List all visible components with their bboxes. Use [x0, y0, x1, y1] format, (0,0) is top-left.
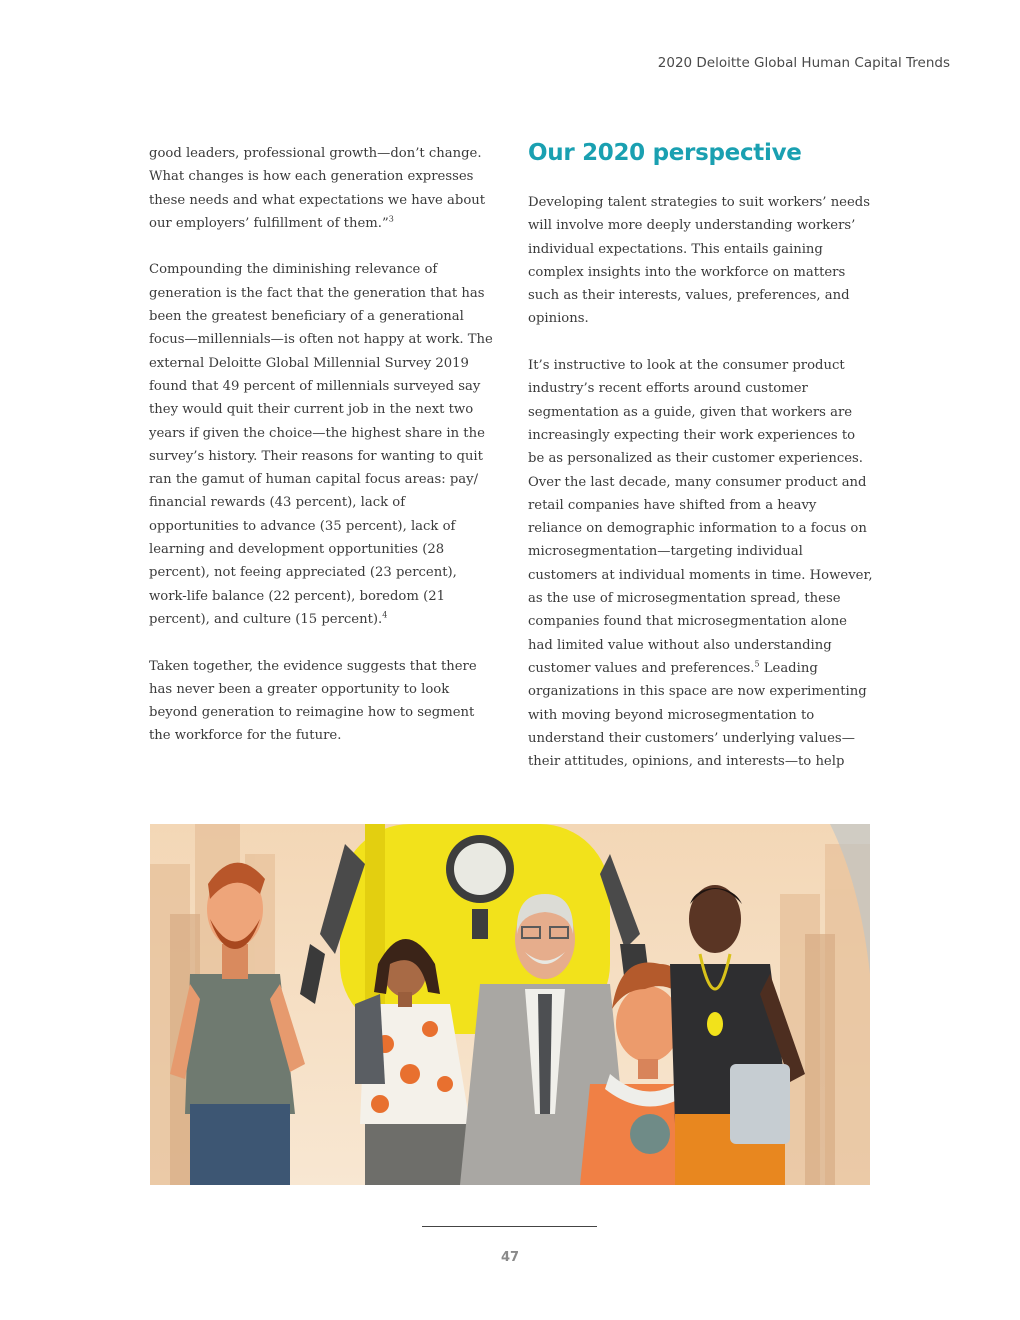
paragraph: [149, 142, 494, 235]
section-heading: Our 2020 perspective: [528, 140, 802, 166]
paragraph-text: Leading organizations in this space are now experimenting with moving beyond microsegmentation to understand their customers’ underlying values—their attitudes, opinions, and interests—to help: [528, 660, 867, 770]
paragraph-text: Compounding the diminishing relevance of generation is the fact that the generation that has been the greatest beneficiary of a generational focus—millennials—is often not happy at work. The external Deloitte Global Millennial Survey 2019 found that 49 percent of millennials surveyed say they would quit their current job in the next two years if given the choice—the highest share in the survey’s history. Their reasons for wanting to quit ran the gamut of human capital focus areas: pay/ financial rewards (43 percent), lack of opportunities to advance (35 percent), lack of learning and development opportunities (28 percent), not feeing appreciated (23 percent), work-life balance (22 percent), boredom (21 percent), and culture (15 percent).: [149, 262, 493, 627]
footer-rule: [422, 1226, 597, 1227]
paragraph: [149, 655, 494, 748]
paragraph: [149, 258, 494, 631]
right-column: [528, 140, 873, 797]
paragraph-text: Taken together, the evidence suggests that there has never been a greater opportunity to look beyond generation to reimagine how to segment the workforce for the future.: [149, 658, 477, 744]
paragraph: [528, 191, 873, 331]
paragraph-text: Developing talent strategies to suit workers’ needs will involve more deeply understanding workers’ individual expectations. This entails gaining complex insights into the workforce on matters such as their interests, values, preferences, and opinions.: [528, 195, 870, 327]
page-number: 47: [500, 1250, 520, 1265]
footnote-ref[interactable]: 4: [382, 610, 388, 620]
running-header: 2020 Deloitte Global Human Capital Trends: [657, 55, 950, 71]
paragraph-text: good leaders, professional growth—don’t change. What changes is how each generation expresses these needs and what expectations we have about our employers’ fulfillment of them.”: [149, 146, 486, 231]
footnote-ref[interactable]: 5: [754, 659, 760, 669]
paragraph: [528, 354, 873, 773]
footnote-ref[interactable]: 3: [388, 214, 394, 224]
left-column: [149, 140, 494, 771]
paragraph-text: It’s instructive to look at the consumer product industry’s recent efforts around customer segmentation as a guide, given that workers are increasingly expecting their work experiences to be as personalized as their customer experiences. Over the last decade, many consumer product and retail companies have shifted from a heavy reliance on demographic information to a focus on microsegmentation—targeting individual customers at individual moments in time. However, as the use of microsegmentation spread, these companies found that microsegmentation alone had limited value without also understanding customer values and preferences.: [528, 358, 873, 676]
workforce-illustration: [150, 824, 870, 1185]
